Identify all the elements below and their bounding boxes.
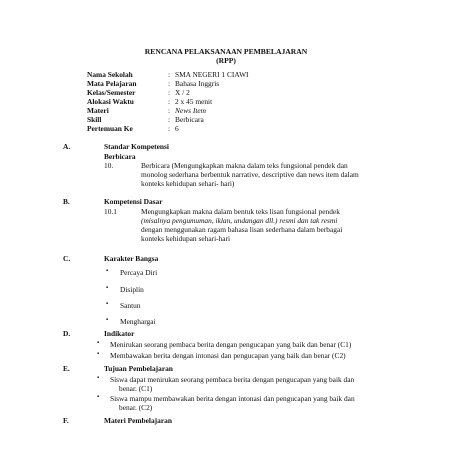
identity-label-meeting: Pertemuan Ke — [87, 124, 133, 133]
section-b-line: dengan menggunakan ragam bahasa lisan sederhana dalam berbagai — [141, 225, 343, 234]
square-bullet-icon: ▪ — [97, 375, 100, 381]
identity-value-meeting: 6 — [175, 124, 179, 133]
identity-value-material: News Item — [175, 106, 206, 115]
section-b-line: Mengungkapkan makna dalam bentuk teks lisan fungsional pendek — [141, 207, 340, 216]
square-bullet-icon: ▪ — [106, 301, 109, 307]
identity-label-material: Materi — [87, 106, 109, 115]
square-bullet-icon: ▪ — [106, 285, 109, 291]
identity-colon: : — [168, 88, 171, 97]
list-item: Siswa dapat menirukan seorang pembaca berita dengan pengucapan yang baik dan — [110, 375, 355, 384]
document-title: RENCANA PELAKSANAAN PEMBELAJARAN — [144, 47, 308, 56]
section-d-letter: D. — [63, 329, 71, 338]
identity-colon: : — [168, 70, 171, 79]
identity-label-class: Kelas/Semester — [87, 88, 136, 97]
section-a-title: Standar Kompetensi — [104, 142, 169, 151]
list-item-continuation: benar. (C2) — [119, 403, 153, 412]
section-d-title: Indikator — [104, 329, 135, 338]
section-a-letter: A. — [63, 142, 71, 151]
section-a-line: konteks kehidupan sehari- hari) — [141, 179, 235, 188]
section-b-title: Kompetensi Dasar — [104, 197, 163, 206]
section-e-title: Tujuan Pembelajaran — [104, 364, 173, 373]
document-subtitle: (RPP) — [216, 56, 236, 65]
section-b-letter: B. — [63, 197, 70, 206]
list-item: Disiplin — [120, 285, 144, 294]
section-a-item-number: 10. — [104, 161, 114, 170]
section-f-title: Materi Pembelajaran — [104, 416, 172, 425]
list-item: Menirukan seorang pembaca berita dengan pengucapan yang baik dan benar (C1) — [110, 340, 352, 349]
square-bullet-icon: ▪ — [106, 268, 109, 274]
section-a-subtitle: Berbicara — [104, 152, 136, 161]
section-e-letter: E. — [63, 364, 70, 373]
identity-value-skill: Berbicara — [175, 115, 204, 124]
identity-value-time: 2 x 45 menit — [175, 97, 213, 106]
identity-colon: : — [168, 115, 171, 124]
section-c-title: Karakter Bangsa — [104, 254, 159, 263]
identity-value-class: X / 2 — [175, 88, 190, 97]
square-bullet-icon: ▪ — [97, 394, 100, 400]
section-b-line: konteks kehidupan sehari-hari — [141, 234, 231, 243]
section-f-letter: F. — [63, 416, 69, 425]
list-item: Membawakan berita dengan intonasi dan pengucapan yang baik dan benar (C2) — [110, 351, 346, 360]
identity-label-time: Alokasi Waktu — [87, 97, 134, 106]
section-a-line: Berbicara (Mengungkapkan makna dalam teks fungsional pendek dan — [141, 161, 348, 170]
square-bullet-icon: ▪ — [106, 317, 109, 323]
section-c-letter: C. — [63, 254, 71, 263]
identity-value-subject: Bahasa Inggris — [175, 79, 220, 88]
list-item: Santun — [120, 301, 141, 310]
list-item: Siswa mampu membawakan berita dengan intonasi dan pengucapan yang baik dan — [110, 394, 355, 403]
identity-label-subject: Mata Pelajaran — [87, 79, 137, 88]
identity-label-skill: Skill — [87, 115, 102, 124]
section-b-item-number: 10.1 — [104, 207, 117, 216]
identity-label-school: Nama Sekolah — [87, 70, 133, 79]
identity-value-school: SMA NEGERI 1 CIAWI — [175, 70, 249, 79]
list-item: Percaya Diri — [120, 268, 158, 277]
identity-colon: : — [168, 106, 171, 115]
list-item: Menghargai — [120, 317, 156, 326]
section-b-line: (misalnya pengumuman, iklan, undangan dll.) resmi dan tak resmi — [141, 216, 338, 225]
identity-colon: : — [168, 97, 171, 106]
list-item-continuation: benar. (C1) — [119, 384, 153, 393]
square-bullet-icon: ▪ — [97, 340, 100, 346]
identity-colon: : — [168, 124, 171, 133]
square-bullet-icon: ▪ — [97, 351, 100, 357]
identity-colon: : — [168, 79, 171, 88]
section-a-line: monolog sederhana berbentuk narrative, descriptive dan news item dalam — [141, 170, 359, 179]
